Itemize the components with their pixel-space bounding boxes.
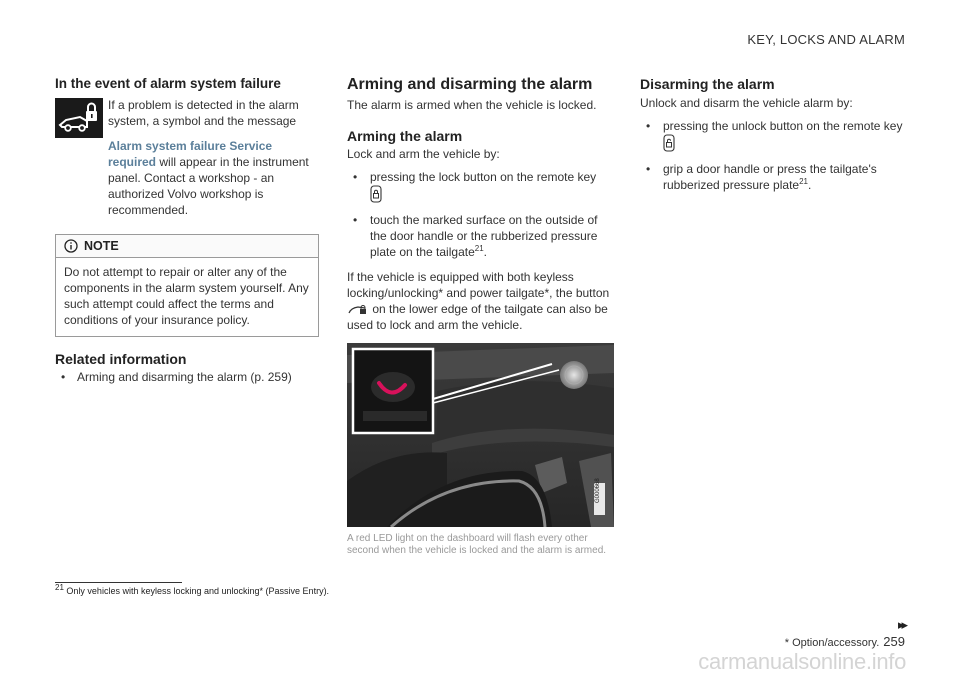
footnote-divider	[55, 582, 182, 583]
tailgate-text-a: If the vehicle is equipped with both keyless locking/unlocking	[347, 270, 574, 300]
disarming-item-remote-text: pressing the unlock button on the remote key	[663, 119, 903, 133]
alarm-failure-message	[108, 138, 319, 218]
disarming-lead: Unlock and disarm the vehicle alarm by:	[640, 96, 853, 110]
arming-lead: Lock and arm the vehicle by:	[347, 147, 500, 161]
disarming-item-handle-text: grip a door handle or press the tailgate's rubberized pressure plate	[663, 162, 877, 192]
footnote-text-a: Only vehicles with keyless locking and unlocking	[66, 586, 260, 596]
footnote-text-b: (Passive Entry).	[263, 586, 330, 596]
tailgate-paragraph	[347, 269, 614, 333]
arming-list	[347, 169, 614, 260]
page-number: 259	[883, 634, 905, 649]
watermark: carmanualsonline.info	[698, 649, 906, 674]
column-arming	[347, 76, 614, 557]
page-footer	[785, 634, 905, 649]
note-box	[55, 234, 319, 337]
arming-intro: The alarm is armed when the vehicle is locked.	[347, 98, 597, 112]
tailgate-text-c: , the button	[549, 286, 610, 300]
arming-disarming-heading: Arming and disarming the alarm	[347, 76, 593, 93]
next-page-icon[interactable]: ▸▸	[897, 617, 905, 632]
lock-key-icon	[370, 185, 382, 203]
figure-caption: A red LED light on the dashboard will flash every other second when the vehicle is locked and the alarm is armed.	[347, 533, 607, 556]
note-body: Do not attempt to repair or alter any of the components in the alarm system yourself. Any such attempt could affect the terms and conditions of your insurance policy.	[64, 265, 309, 327]
dashboard-message: Alarm system failure Service required	[108, 139, 273, 169]
footnote-ref: 21	[474, 244, 484, 253]
arming-subheading: Arming the alarm	[347, 128, 463, 144]
tailgate-text-b: and power tailgate	[443, 286, 545, 300]
related-info-heading: Related information	[55, 351, 187, 367]
arming-item-touch	[347, 212, 614, 260]
related-info-list	[55, 369, 319, 385]
footnote-ref: 21	[799, 177, 808, 186]
arming-item-touch-end: .	[483, 245, 487, 259]
footnote	[55, 583, 330, 596]
note-header	[56, 235, 318, 258]
disarming-item-handle-end: .	[807, 178, 812, 192]
lock-car-icon	[55, 98, 103, 138]
tailgate-lock-icon	[347, 305, 369, 315]
dashboard-led-figure	[347, 343, 614, 527]
info-icon	[64, 239, 78, 253]
arming-item-remote	[347, 169, 614, 203]
unlock-key-icon	[663, 134, 675, 152]
section-header: KEY, LOCKS AND ALARM	[747, 32, 905, 47]
column-disarming	[640, 76, 908, 202]
option-star: *	[438, 286, 444, 300]
alarm-failure-text-a: If a problem is detected in the alarm system, a symbol and the message	[108, 98, 299, 128]
instrument-text-a: will appear in the instrument panel. Contact a workshop - an authorized Volvo workshop is recommended.	[108, 155, 309, 217]
disarming-item-remote	[640, 118, 908, 152]
note-label: NOTE	[84, 239, 119, 253]
alarm-failure-heading: In the event of alarm system failure	[55, 76, 281, 91]
option-star: *	[544, 286, 550, 300]
arming-item-remote-text: pressing the lock button on the remote key	[370, 170, 597, 184]
arming-item-touch-text: touch the marked surface on the outside of the door handle or the rubberized pressure plate on the tailgate	[370, 213, 598, 259]
disarming-list	[640, 118, 908, 193]
disarming-heading: Disarming the alarm	[640, 76, 775, 92]
column-alarm-failure	[55, 76, 319, 394]
footnote-number: 21	[55, 583, 64, 592]
alarm-failure-intro	[55, 97, 319, 138]
figure-code: G000668	[595, 478, 601, 503]
tailgate-text-d: on the lower edge of the tailgate can also be used to lock and arm the vehicle.	[347, 302, 608, 332]
related-link-arming[interactable]: • Arming and disarming the alarm (p. 259)	[55, 369, 319, 385]
option-accessory-note: * Option/accessory.	[784, 637, 880, 649]
disarming-item-handle	[640, 161, 908, 193]
footnote-star: *	[259, 586, 264, 596]
